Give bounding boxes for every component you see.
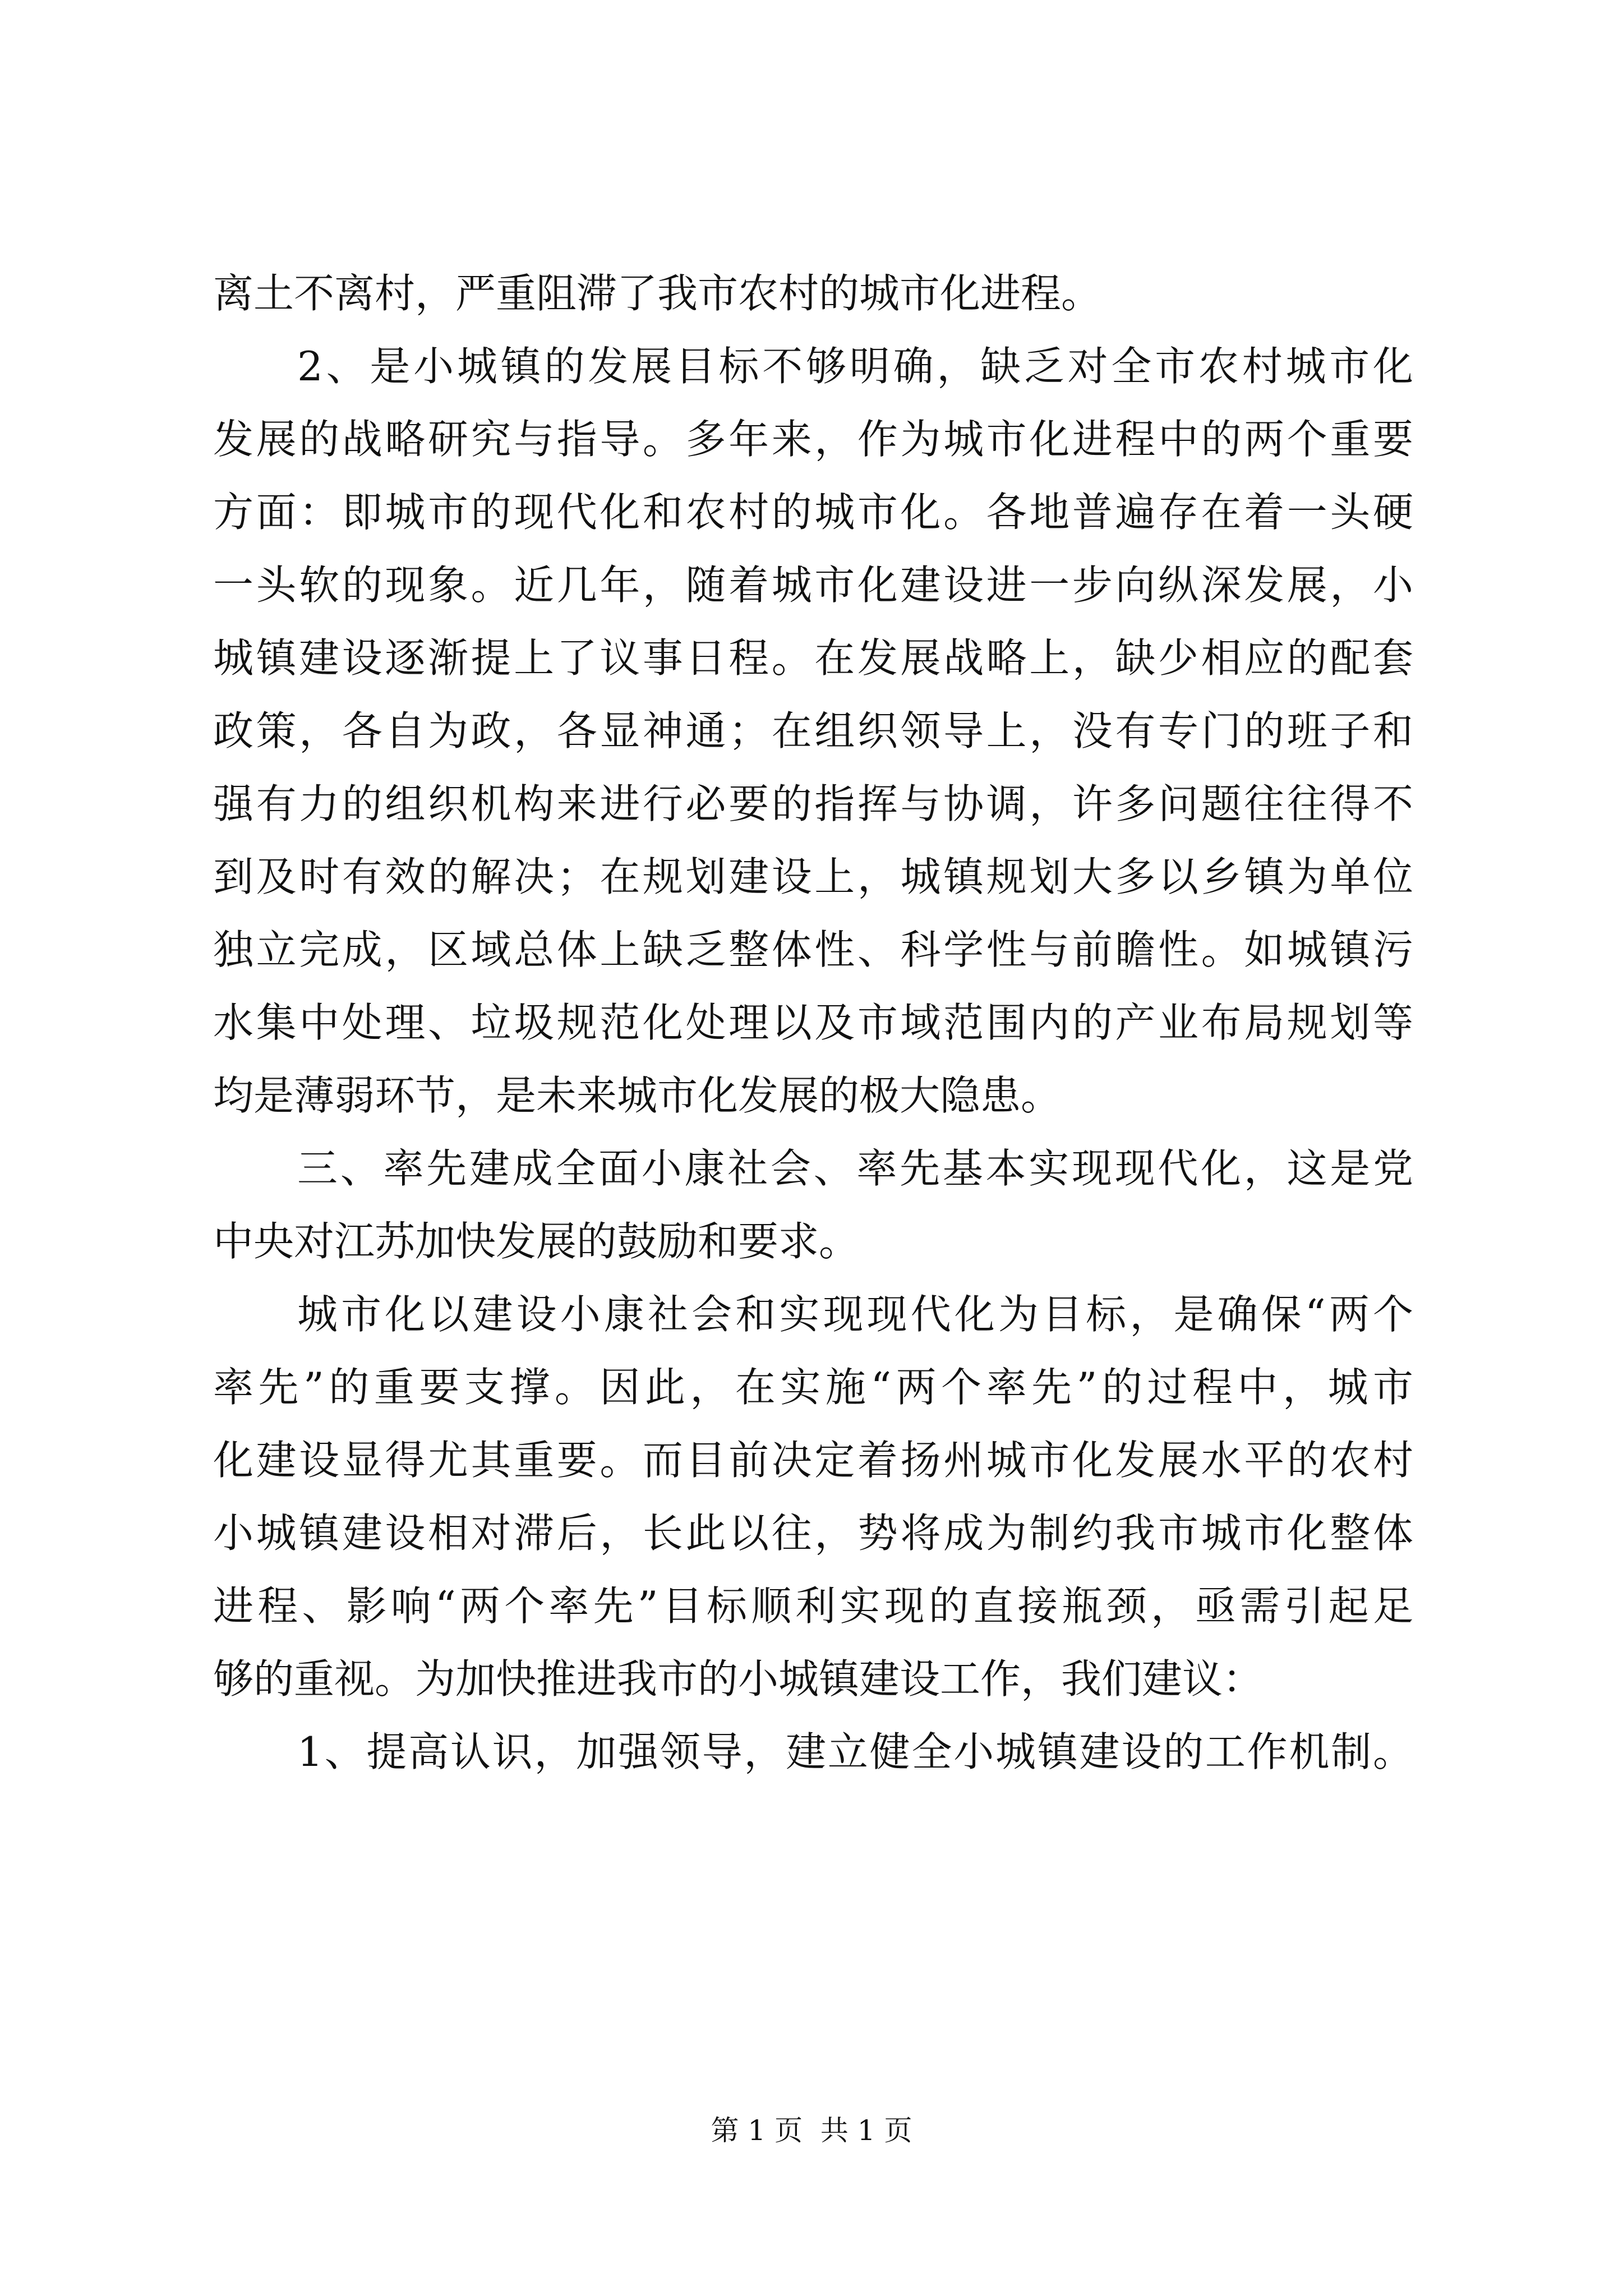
text-line: 政策，各自为政，各显神通；在组织领导上，没有专门的班子和 xyxy=(213,707,1413,754)
text-line: 离土不离村，严重阻滞了我市农村的城市化进程。 xyxy=(213,270,1102,317)
text-line: 进程、影响“两个率先”目标顺利实现的直接瓶颈，亟需引起足 xyxy=(213,1582,1413,1630)
document-body xyxy=(213,257,1413,1788)
text-line: 够的重视。为加快推进我市的小城镇建设工作，我们建议： xyxy=(213,1655,1264,1703)
text-line: 小城镇建设相对滞后，长此以往，势将成为制约我市城市化整体 xyxy=(213,1510,1413,1557)
text-line: 2、是小城镇的发展目标不够明确，缺乏对全市农村城市化 xyxy=(297,343,1413,390)
text-line: 发展的战略研究与指导。多年来，作为城市化进程中的两个重要 xyxy=(213,416,1413,463)
page-footer: 第 1 页 共 1 页 xyxy=(711,2114,912,2147)
text-line: 方面：即城市的现代化和农村的城市化。各地普遍存在着一头硬 xyxy=(213,489,1413,536)
text-line: 三、率先建成全面小康社会、率先基本实现现代化，这是党 xyxy=(297,1145,1413,1192)
text-line: 到及时有效的解决；在规划建设上，城镇规划大多以乡镇为单位 xyxy=(213,853,1413,900)
text-line: 一头软的现象。近几年，随着城市化建设进一步向纵深发展，小 xyxy=(213,562,1413,609)
text-line: 均是薄弱环节，是未来城市化发展的极大隐患。 xyxy=(213,1072,1062,1119)
text-line: 城镇建设逐渐提上了议事日程。在发展战略上，缺少相应的配套 xyxy=(213,634,1413,682)
text-line: 城市化以建设小康社会和实现现代化为目标，是确保“两个 xyxy=(297,1291,1413,1338)
text-line: 独立完成，区域总体上缺乏整体性、科学性与前瞻性。如城镇污 xyxy=(213,926,1413,973)
text-line: 水集中处理、垃圾规范化处理以及市域范围内的产业布局规划等 xyxy=(213,999,1413,1046)
text-line: 中央对江苏加快发展的鼓励和要求。 xyxy=(213,1218,860,1265)
text-line: 化建设显得尤其重要。而目前决定着扬州城市化发展水平的农村 xyxy=(213,1437,1413,1484)
text-line: 强有力的组织机构来进行必要的指挥与协调，许多问题往往得不 xyxy=(213,780,1413,827)
text-line: 1、提高认识，加强领导，建立健全小城镇建设的工作机制。 xyxy=(297,1728,1413,1775)
text-line: 率先”的重要支撑。因此，在实施“两个率先”的过程中，城市 xyxy=(213,1364,1413,1411)
